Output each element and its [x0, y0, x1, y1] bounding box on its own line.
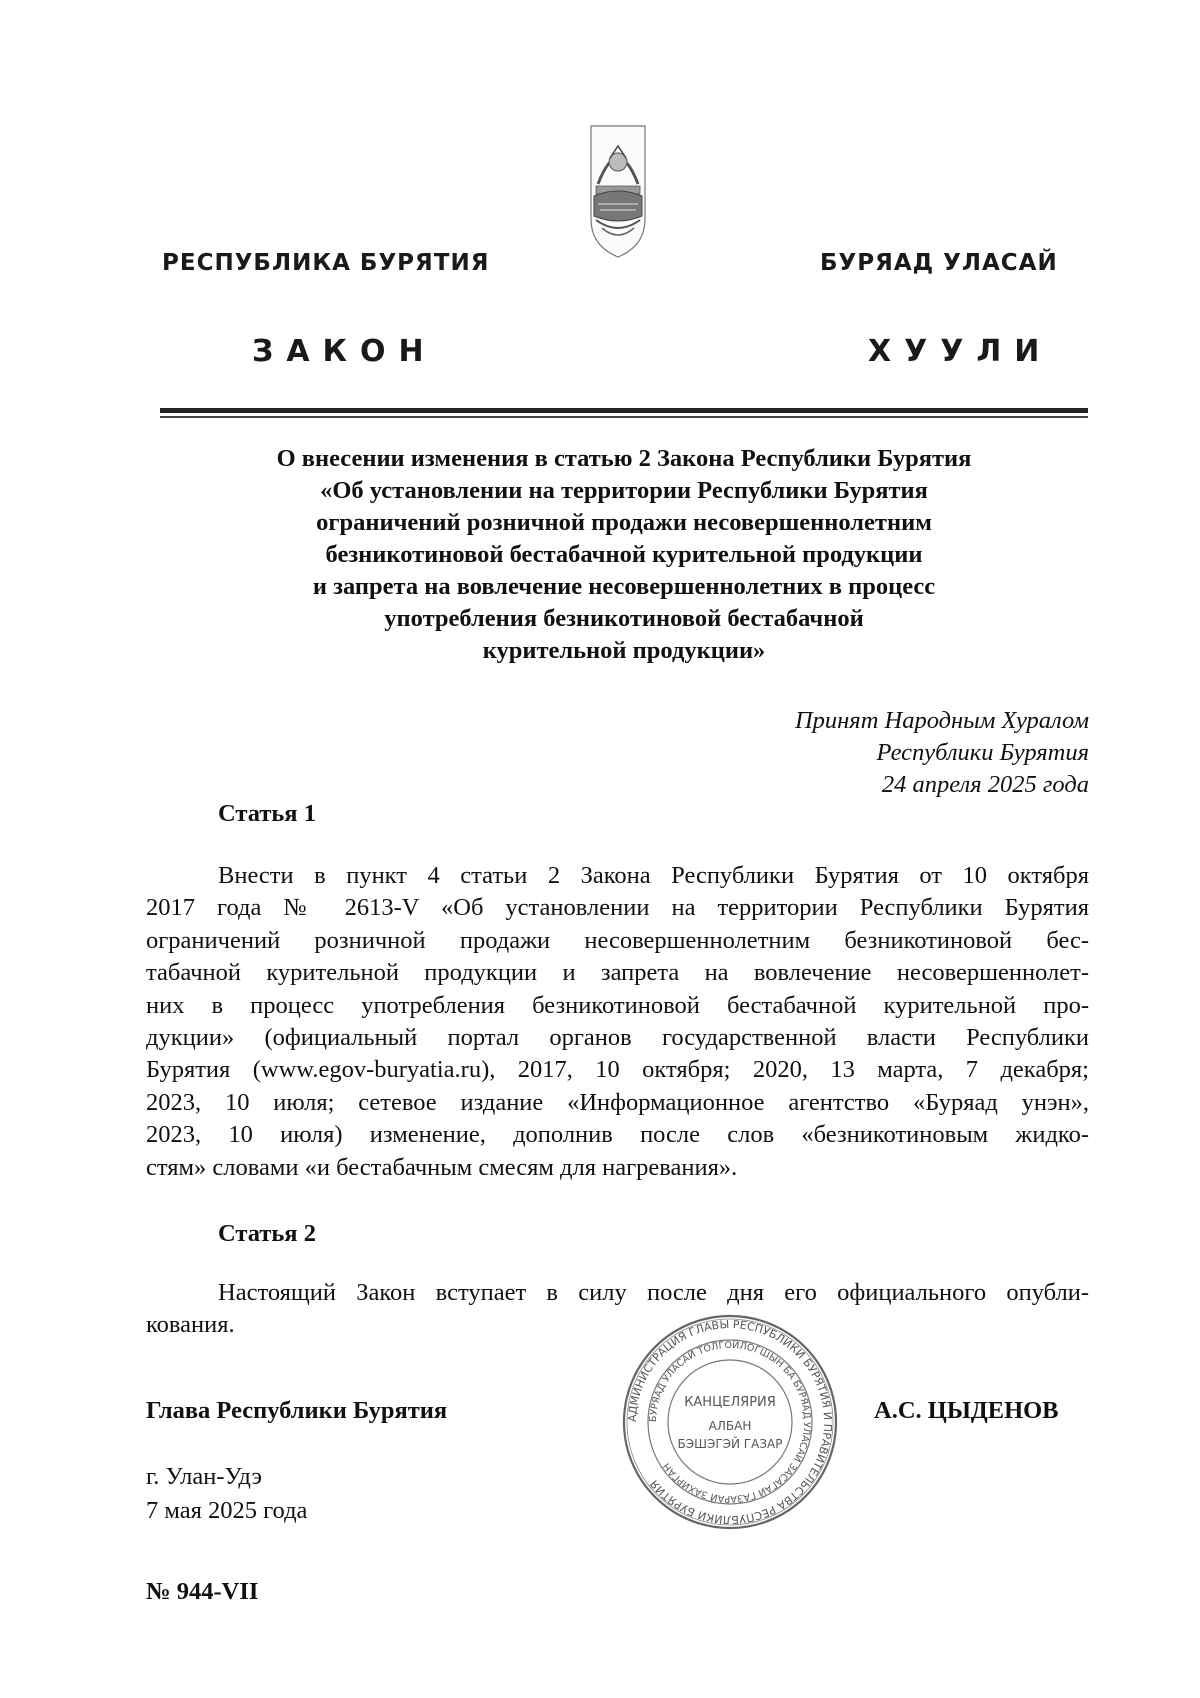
signing-date: 7 мая 2025 года [146, 1497, 308, 1524]
seal-center-line2: АЛБАН [708, 1419, 752, 1433]
law-title [150, 443, 1098, 667]
text-line: дукции» (официальный портал органов государственной власти Республики [146, 1024, 1089, 1052]
adoption-note [795, 705, 1089, 801]
seal-center-line3: БЭШЭГЭЙ ГАЗАР [677, 1437, 783, 1451]
text-line: табачной курительной продукции и запрета на вовлечение несовершеннолет- [146, 959, 1089, 987]
republic-name-ru: РЕСПУБЛИКА БУРЯТИЯ [162, 250, 490, 276]
text-line: 2023, 10 июля) изменение, дополнив после слов «безникотиновым жидко- [146, 1121, 1089, 1149]
title-line: употребления безникотиновой бестабачной [384, 605, 864, 632]
article-1-text [146, 860, 1089, 1184]
article-2-text [146, 1277, 1089, 1342]
text-line: 2023, 10 июля; сетевое издание «Информационное агентство «Буряад унэн», [146, 1088, 1089, 1116]
adoption-line: Принят Народным Хуралом [794, 707, 1089, 734]
text-line: Бурятия (www.egov-buryatia.ru), 2017, 10 октября; 2020, 13 марта, 7 декабря; [146, 1056, 1089, 1084]
doc-type-ru: ЗАКОН [252, 334, 437, 369]
doc-type-bur: ХУУЛИ [868, 334, 1053, 369]
adoption-line: Республики Бурятия [876, 739, 1089, 766]
article-2-heading: Статья 2 [218, 1220, 316, 1247]
article-1-heading: Статья 1 [218, 800, 316, 827]
adoption-line: 24 апреля 2025 года [881, 771, 1089, 798]
header-divider [160, 408, 1088, 413]
title-line: О внесении изменения в статью 2 Закона Республики Бурятия [276, 445, 972, 472]
seal-inner-text: БУРЯАД УЛАСАЙ ТОЛГОЙЛОГШЫН БА БУРЯАД УЛАСАЙ ЗАСАГАЙ ГАЗАРАЙ ЗАХИРГАН [647, 1339, 813, 1505]
seal-center-line1: КАНЦЕЛЯРИЯ [684, 1395, 776, 1410]
republic-name-bur: БУРЯАД УЛАСАЙ [820, 250, 1058, 276]
text-line: кования. [146, 1311, 235, 1339]
title-line: курительной продукции» [482, 637, 766, 664]
law-number: № 944-VII [146, 1578, 259, 1605]
text-line: Внести в пункт 4 статьи 2 Закона Республики Бурятия от 10 октября [218, 862, 1089, 889]
title-line: ограничений розничной продажи несовершеннолетним [316, 509, 932, 536]
header-divider-thin [160, 416, 1088, 418]
title-line: и запрета на вовлечение несовершеннолетних в процесс [312, 573, 936, 600]
signatory-name: А.С. ЦЫДЕНОВ [874, 1397, 1059, 1424]
seal-outer-text: АДМИНИСТРАЦИЯ ГЛАВЫ РЕСПУБЛИКИ БУРЯТИЯ И ПРАВИТЕЛЬСТВА РЕСПУБЛИКИ БУРЯТИЯ [625, 1317, 835, 1527]
signatory-title: Глава Республики Бурятия [146, 1397, 448, 1424]
title-line: безникотиновой бестабачной курительной продукции [325, 541, 923, 568]
place-and-date [146, 1460, 307, 1528]
title-line: «Об установлении на территории Республики Бурятия [320, 477, 928, 504]
place: г. Улан-Удэ [146, 1463, 262, 1490]
text-line: 2017 года № 2613-V «Об установлении на территории Республики Бурятия [146, 894, 1089, 922]
official-seal-icon [620, 1312, 840, 1532]
text-line: стям» словами «и бестабачным смесям для нагревания». [146, 1153, 738, 1181]
text-line: ограничений розничной продажи несовершеннолетним безникотиновой бес- [146, 926, 1089, 954]
text-line: них в процесс употребления безникотиновой бестабачной курительной про- [146, 991, 1089, 1019]
text-line: Настоящий Закон вступает в силу после дня его официального опубли- [218, 1279, 1089, 1306]
coat-of-arms-icon [588, 124, 648, 259]
